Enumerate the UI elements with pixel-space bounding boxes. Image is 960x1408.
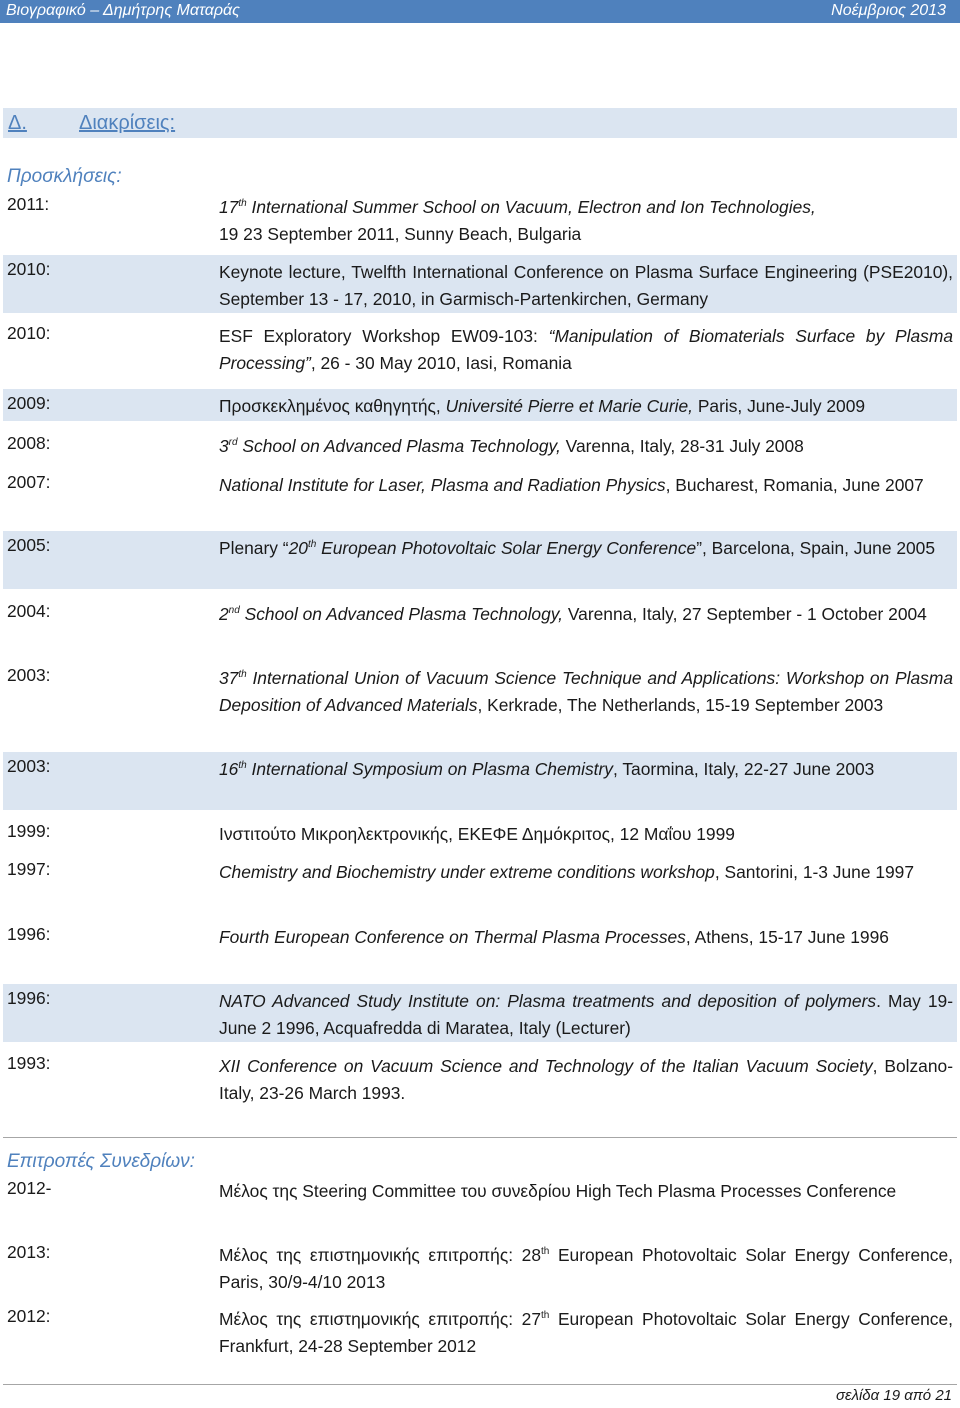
row-description: NATO Advanced Study Institute on: Plasma treatments and deposition of polymers. May 19-June 2 1996, Acquafredda di Maratea, Italy (Lecturer) <box>219 991 954 1038</box>
row-description: Plenary “20th European Photovoltaic Solar Energy Conference”, Barcelona, Spain, June 2005 <box>219 538 936 558</box>
row-description: Προσκεκλημένος καθηγητής, Université Pierre et Marie Curie, Paris, June-July 2009 <box>219 396 866 416</box>
row-year: 2009: <box>7 393 51 413</box>
section-title: Διακρίσεις: <box>79 112 176 134</box>
invitation-row-2005 <box>3 531 957 589</box>
row-year: 2013: <box>7 1242 51 1262</box>
invitation-row-2003-symposium <box>3 752 957 810</box>
invitation-row-1999 <box>3 817 957 854</box>
row-description: National Institute for Laser, Plasma and Radiation Physics, Bucharest, Romania, June 2007 <box>219 475 924 495</box>
invitation-row-2011 <box>3 190 957 253</box>
row-year: 1993: <box>7 1053 51 1073</box>
row-description: 2nd School on Advanced Plasma Technology, Varenna, Italy, 27 September - 1 October 2004 <box>219 604 927 624</box>
header-date: Νοέμβριος 2013 <box>831 2 946 19</box>
invitation-row-1996-nato <box>3 984 957 1042</box>
page-number: σελίδα 19 από 21 <box>835 1387 952 1404</box>
row-description: 37th International Union of Vacuum Science Technique and Applications: Workshop on Plasma Deposition of Advanced Materials, Kerkrade, The Netherlands, 15-19 September 2003 <box>219 668 953 715</box>
row-description: 3rd School on Advanced Plasma Technology, Varenna, Italy, 28-31 July 2008 <box>219 436 804 456</box>
invitation-row-2003-workshop <box>3 661 957 724</box>
row-year: 2008: <box>7 433 51 453</box>
section-letter: Δ. <box>8 112 27 134</box>
section-heading <box>3 108 957 138</box>
running-header <box>0 0 960 23</box>
row-description: Μέλος της επιστημονικής επιτροπής: 28th European Photovoltaic Solar Energy Conference, Paris, 30/9-4/10 2013 <box>219 1245 953 1292</box>
row-year: 2007: <box>7 472 51 492</box>
row-year: 2011: <box>7 194 50 214</box>
row-description: XII Conference on Vacuum Science and Technology of the Italian Vacuum Society, Bolzano-Italy, 23-26 March 1993. <box>219 1056 953 1103</box>
row-description: ESF Exploratory Workshop EW09-103: “Manipulation of Biomaterials Surface by Plasma Processing”, 26 - 30 May 2010, Iasi, Romania <box>219 326 953 373</box>
row-year: 1996: <box>7 924 51 944</box>
row-description: Chemistry and Biochemistry under extreme conditions workshop, Santorini, 1-3 June 1997 <box>219 862 915 882</box>
invitation-row-2010-workshop <box>3 319 957 382</box>
committee-row-2012-steering <box>3 1174 957 1211</box>
row-year: 2004: <box>7 601 51 621</box>
invitation-row-1993 <box>3 1049 957 1112</box>
row-year: 2003: <box>7 756 51 776</box>
row-description: Μέλος της επιστημονικής επιτροπής: 27th European Photovoltaic Solar Energy Conference, Frankfurt, 24-28 September 2012 <box>219 1309 953 1356</box>
section-divider <box>3 1137 957 1138</box>
committee-row-2012 <box>3 1302 957 1365</box>
invitation-row-1997 <box>3 855 957 892</box>
row-year: 1997: <box>7 859 51 879</box>
row-year: 1996: <box>7 988 51 1008</box>
row-year: 2012: <box>7 1306 51 1326</box>
row-year: 2010: <box>7 259 51 279</box>
row-year: 1999: <box>7 821 51 841</box>
row-description: Fourth European Conference on Thermal Plasma Processes, Athens, 15-17 June 1996 <box>219 927 889 947</box>
row-description: Keynote lecture, Twelfth International Conference on Plasma Surface Engineering (PSE2010), September 13 - 17, 2010, in Garmisch-Partenkirchen, Germany <box>219 262 953 309</box>
header-title: Βιογραφικό – Δημήτρης Ματαράς <box>6 2 240 19</box>
footer-divider <box>3 1384 957 1385</box>
invitation-row-1996-thermal <box>3 920 957 957</box>
row-description: 16th International Symposium on Plasma Chemistry, Taormina, Italy, 22-27 June 2003 <box>219 759 875 779</box>
invitation-row-2009 <box>3 389 957 421</box>
invitations-heading: Προσκλήσεις: <box>7 166 122 187</box>
invitation-row-2007 <box>3 468 957 505</box>
committee-row-2013 <box>3 1238 957 1301</box>
invitation-row-2008 <box>3 429 957 466</box>
invitation-row-2010-keynote <box>3 255 957 313</box>
row-description: Μέλος της Steering Committee του συνεδρίου High Tech Plasma Processes Conference <box>219 1181 897 1201</box>
row-description: Ινστιτούτο Μικροηλεκτρονικής, ΕΚΕΦΕ Δημόκριτος, 12 Μαΐου 1999 <box>219 824 735 844</box>
row-year: 2010: <box>7 323 51 343</box>
row-year: 2003: <box>7 665 51 685</box>
invitation-row-2004 <box>3 597 957 634</box>
committees-heading: Επιτροπές Συνεδρίων: <box>7 1151 195 1172</box>
row-year: 2012- <box>7 1178 52 1198</box>
row-year: 2005: <box>7 535 51 555</box>
row-description: 17th International Summer School on Vacuum, Electron and Ion Technologies, 19 23 September 2011, Sunny Beach, Bulgaria <box>219 197 816 244</box>
